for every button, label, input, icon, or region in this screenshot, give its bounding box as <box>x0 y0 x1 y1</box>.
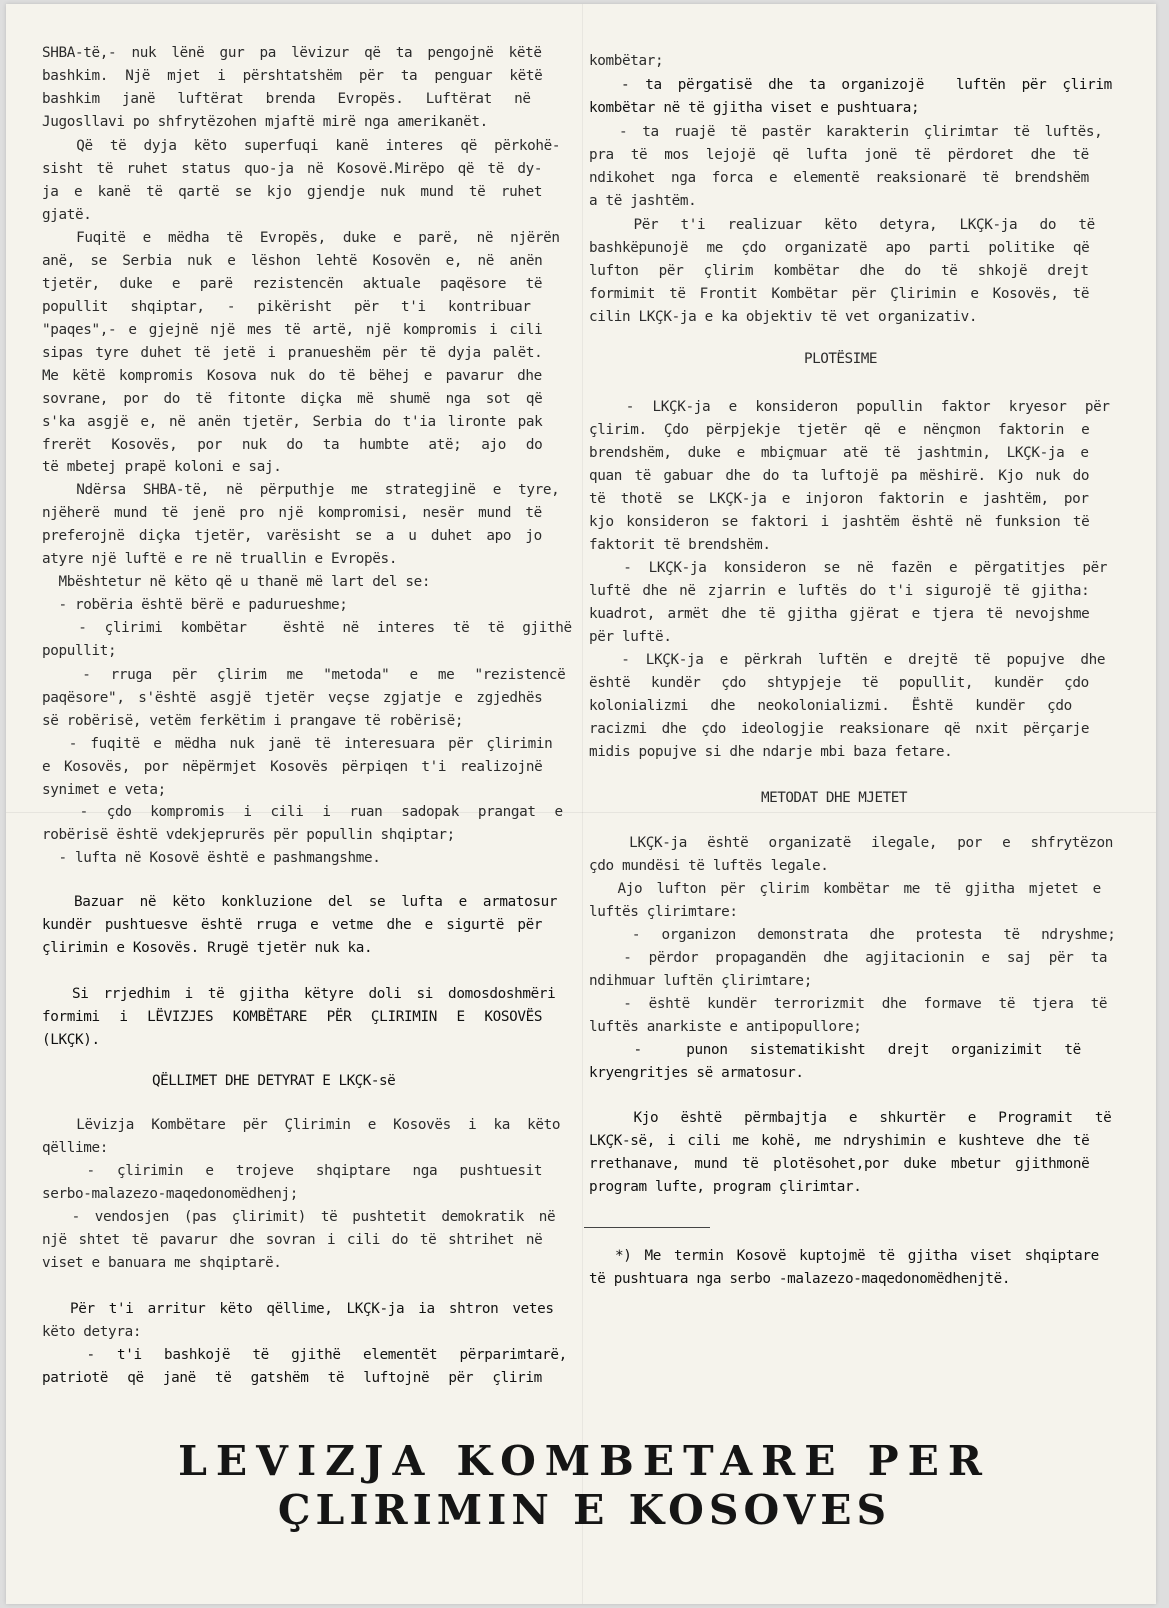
text-line: Për t'i arritur këto qëllime, LKÇK-ja ia shtron vetes <box>42 1301 554 1317</box>
text-line: - është kundër terrorizmit dhe formave të tjera të <box>589 996 1108 1012</box>
text-line: bashkëpunojë me çdo organizatë apo parti politike që <box>589 240 1090 256</box>
text-line: LKÇK-së, i cili me kohë, me ndryshimin e kushteve dhe të <box>589 1133 1090 1149</box>
text-line: paqësore", s'është asgjë tjetër veçse zgjatje e zgjedhës <box>42 690 543 706</box>
text-line: LKÇK-ja është organizatë ilegale, por e shfrytëzon <box>589 835 1114 851</box>
text-line: popullit; <box>42 643 117 659</box>
text-line: rrethanave, mund të plotësohet,por duke mbetur gjithmonë <box>589 1156 1090 1172</box>
text-line: "paqes",- e gjejnë një mes të artë, një kompromis i cili <box>42 322 543 338</box>
text-line: Për t'i realizuar këto detyra, LKÇK-ja do të <box>589 217 1095 233</box>
text-line: të thotë se LKÇK-ja e injoron faktorin e jashtëm, por <box>589 491 1089 507</box>
text-line: çlirim. Çdo përpjekje tjetër që e nënçmon faktorin e <box>589 422 1090 438</box>
text-line: frerët Kosovës, por nuk do ta humbte atë; ajo do <box>42 437 543 453</box>
text-line: Që të dyja këto superfuqi kanë interes që përkohë- <box>42 138 561 154</box>
text-line: bashkim janë luftërat brenda Evropës. Luftërat në <box>42 91 531 107</box>
text-line: sisht të ruhet status quo-ja në Kosovë.Mirëpo që të dy- <box>42 161 543 177</box>
text-line: brendshëm, duke e mbiçmuar atë të jashtmin, LKÇK-ja e <box>589 445 1089 461</box>
text-line: Lëvizja Kombëtare për Çlirimin e Kosovës i ka këto <box>42 1117 561 1133</box>
text-line: kolonializmi dhe neokolonializmi. Është kundër çdo <box>589 698 1072 714</box>
text-line: kryengritjes së armatosur. <box>589 1065 804 1081</box>
text-line: të pushtuara nga serbo -malazezo-maqedonomëdhenjtë. <box>589 1271 1011 1287</box>
text-line: - çlirimi kombëtar është në interes të të gjithë <box>42 620 572 636</box>
text-line: çlirimin e Kosovës. Rrugë tjetër nuk ka. <box>42 940 373 956</box>
text-line: çdo mundësi të luftës legale. <box>589 858 829 874</box>
text-line: anë, se Serbia nuk e lëshon lehtë Kosovën e, në anën <box>42 253 543 269</box>
text-line: preferojnë diçka tjetër, varësisht se a u duhet apo jo <box>42 528 542 544</box>
text-line: - punon sistematikisht drejt organizimit të <box>589 1042 1081 1058</box>
text-line: robërisë është vdekjeprurës për popullin shqiptar; <box>42 827 455 843</box>
text-line: cilin LKÇK-ja e ka objektiv të vet organizativ. <box>589 309 978 325</box>
text-line: për luftë. <box>589 629 672 645</box>
text-line: këto detyra: <box>42 1324 142 1340</box>
text-line: të mbetej prapë koloni e saj. <box>42 459 282 475</box>
text-line: SHBA-të,- nuk lënë gur pa lëvizur që ta pengojnë këtë <box>42 45 542 61</box>
text-line: ja e kanë të qartë se kjo gjendje nuk mund të ruhet <box>42 184 543 200</box>
text-line: luftës anarkiste e antipopullore; <box>589 1019 862 1035</box>
text-line: - vendosjen (pas çlirimit) të pushtetit demokratik në <box>42 1209 556 1225</box>
text-line: Kjo është përmbajtja e shkurtër e Programit të <box>589 1110 1112 1126</box>
text-line: kombëtar; <box>589 53 664 69</box>
text-line: së robërisë, vetëm ferkëtim i prangave të robërisë; <box>42 713 464 729</box>
text-line: - përdor propagandën dhe agjitacionin e saj për ta <box>589 950 1108 966</box>
text-line: serbo-malazezo-maqedonomëdhenj; <box>42 1186 298 1202</box>
text-line: Fuqitë e mëdha të Evropës, duke e parë, në njërën <box>42 230 560 246</box>
text-line: - organizon demonstrata dhe protesta të ndryshme; <box>589 927 1116 943</box>
text-line: - ta përgatisë dhe ta organizojë luftën për çlirim <box>589 77 1112 93</box>
text-line: kombëtar në të gjitha viset e pushtuara; <box>589 100 920 116</box>
text-line: s'ka asgjë e, në anën tjetër, Serbia do t'ia lironte pak <box>42 414 543 430</box>
text-line: Ndërsa SHBA-të, në përputhje me strategjinë e tyre, <box>42 482 560 498</box>
text-line: Me këtë kompromis Kosova nuk do të bëhej e pavarur dhe <box>42 368 542 384</box>
text-line: QËLLIMET DHE DETYRAT E LKÇK-së <box>152 1073 396 1089</box>
text-line: program lufte, program çlirimtar. <box>589 1179 862 1195</box>
text-line: luftës çlirimtare: <box>589 904 738 920</box>
text-line: formimit të Frontit Kombëtar për Çlirimin e Kosovës, të <box>589 286 1090 302</box>
masthead-line-1: LEVIZJA KOMBETARE PER <box>178 1437 991 1485</box>
text-line: Jugosllavi po shfrytëzohen mjaftë mirë nga amerikanët. <box>42 114 488 130</box>
text-line: - çlirimin e trojeve shqiptare nga pushtuesit <box>42 1163 543 1179</box>
text-line: është kundër çdo shtypjeje të popullit, kundër çdo <box>589 675 1089 691</box>
text-line: pra të mos lejojë që lufta jonë të përdoret dhe të <box>589 147 1089 163</box>
text-line: një shtet të pavarur dhe sovran i cili do të shtrihet në <box>42 1232 543 1248</box>
text-line: Mbështetur në këto që u thanë më lart del se: <box>42 574 431 590</box>
text-line: *) Me termin Kosovë kuptojmë të gjitha viset shqiptare <box>589 1248 1099 1264</box>
text-line: kuadrot, armët dhe të gjitha gjërat e tjera të nevojshme <box>589 606 1090 622</box>
text-line: - robëria është bërë e padurueshme; <box>42 597 348 613</box>
text-line: - t'i bashkojë të gjithë elementët përparimtarë, <box>42 1347 567 1363</box>
text-line: METODAT DHE MJETET <box>761 790 907 806</box>
text-line: formimi i LËVIZJES KOMBËTARE PËR ÇLIRIMIN E KOSOVËS <box>42 1009 543 1025</box>
text-line: - lufta në Kosovë është e pashmangshme. <box>42 850 381 866</box>
text-line: popullit shqiptar, - pikërisht për t'i kontribuar <box>42 299 531 315</box>
text-line: - LKÇK-ja konsideron se në fazën e përgatitjes për <box>589 560 1108 576</box>
text-line: bashkim. Një mjet i përshtatshëm për ta penguar këtë <box>42 68 543 84</box>
text-line: gjatë. <box>42 207 92 223</box>
text-line: kjo konsideron se faktori i jashtëm është në funksion të <box>589 514 1090 530</box>
text-line: a të jashtëm. <box>589 193 697 209</box>
text-line: midis popujve si dhe ndarje mbi baza fetare. <box>589 744 953 760</box>
text-line: sovrane, por do të fitonte diçka më shumë nga sot që <box>42 391 543 407</box>
text-line: - fuqitë e mëdha nuk janë të interesuara për çlirimin <box>42 736 553 752</box>
text-line: tjetër, duke e parë rezistencën aktuale paqësore të <box>42 276 543 292</box>
text-line: lufton për çlirim kombëtar dhe do të shkojë drejt <box>589 263 1089 279</box>
text-line: Ajo lufton për çlirim kombëtar me të gjitha mjetet e <box>589 881 1101 897</box>
text-line: racizmi dhe çdo ideologjie reaksionare që nxit përçarje <box>589 721 1090 737</box>
text-line: kundër pushtuesve është rruga e vetme dhe e sigurtë për <box>42 917 543 933</box>
text-line: viset e banuara me shqiptarë. <box>42 1255 282 1271</box>
text-line: faktorit të brendshëm. <box>589 537 771 553</box>
text-line: qëllime: <box>42 1140 109 1156</box>
text-line: Si rrjedhim i të gjitha këtyre doli si domosdoshmëri <box>42 986 556 1002</box>
text-line: Bazuar në këto konkluzione del se lufta e armatosur <box>42 894 558 910</box>
paper-fold-vertical <box>582 4 583 1604</box>
text-line: PLOTËSIME <box>804 351 877 367</box>
text-line: - LKÇK-ja e konsideron popullin faktor kryesor për <box>589 399 1110 415</box>
text-line: patriotë që janë të gatshëm të luftojnë për çlirim <box>42 1370 542 1386</box>
text-line: - çdo kompromis i cili i ruan sadopak prangat e <box>42 804 563 820</box>
text-line: ndikohet nga forca e elementë reaksionarë të brendshëm <box>589 170 1089 186</box>
text-line: synimet e veta; <box>42 782 166 798</box>
text-line: quan të gabuar dhe do ta luftojë pa mëshirë. Kjo nuk do <box>589 468 1090 484</box>
text-line: ndihmuar luftën çlirimtare; <box>589 973 812 989</box>
footnote-separator <box>584 1227 710 1228</box>
text-line: - rruga për çlirim me "metoda" e me "rezistencë <box>42 667 566 683</box>
text-line: sipas tyre duhet të jetë i pranueshëm për të dyja palët. <box>42 345 543 361</box>
document-page <box>6 4 1156 1604</box>
text-line: - ta ruajë të pastër karakterin çlirimtar të luftës, <box>589 124 1103 140</box>
text-line: atyre një luftë e re në truallin e Evropës. <box>42 551 398 567</box>
text-line: njëherë mund të jenë pro një kompromisi, nesër mund të <box>42 505 542 521</box>
masthead-line-2: ÇLIRIMIN E KOSOVES <box>277 1486 892 1534</box>
text-line: (LKÇK). <box>42 1032 100 1048</box>
text-line: luftë dhe në zjarrin e luftës do t'i sigurojë të gjitha: <box>589 583 1090 599</box>
text-line: e Kosovës, por nëpërmjet Kosovës përpiqen t'i realizojnë <box>42 759 543 775</box>
text-line: - LKÇK-ja e përkrah luftën e drejtë të popujve dhe <box>589 652 1106 668</box>
